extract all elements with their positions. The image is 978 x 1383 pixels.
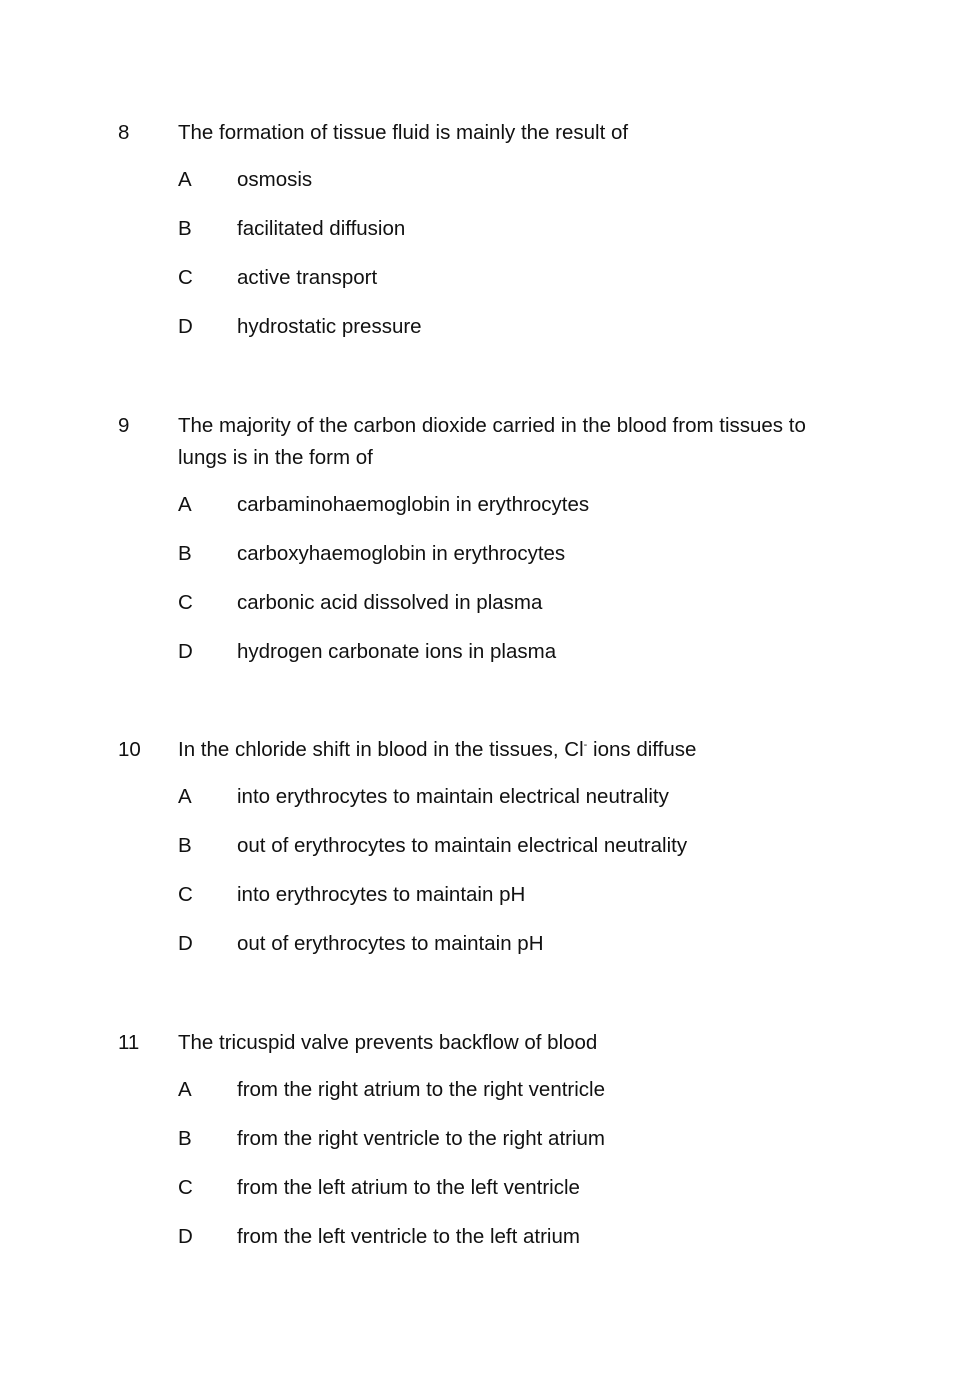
option-c xyxy=(178,881,858,930)
option-d xyxy=(178,930,858,979)
option-b xyxy=(178,215,858,264)
option-a xyxy=(178,166,858,215)
option-letter: C xyxy=(178,266,193,289)
question-10 xyxy=(118,734,858,979)
option-a xyxy=(178,491,858,540)
option-letter: D xyxy=(178,315,193,338)
option-letter: A xyxy=(178,785,192,808)
option-d xyxy=(178,638,858,687)
option-text: into erythrocytes to maintain electrical neutrality xyxy=(237,785,669,808)
option-letter: A xyxy=(178,168,192,191)
option-text: out of erythrocytes to maintain electrical neutrality xyxy=(237,834,688,857)
option-b xyxy=(178,1125,858,1174)
question-number: 9 xyxy=(118,414,130,437)
option-letter: D xyxy=(178,640,193,663)
option-list xyxy=(178,166,858,362)
option-list xyxy=(178,783,858,979)
option-text: carbaminohaemoglobin in erythrocytes xyxy=(237,493,590,516)
option-b xyxy=(178,832,858,881)
option-c xyxy=(178,1174,858,1223)
question-text-before: In the chloride shift in blood in the tissues, Cl xyxy=(178,738,584,761)
question-number: 10 xyxy=(118,738,141,761)
question-text: The formation of tissue fluid is mainly the result of xyxy=(178,121,629,144)
option-letter: B xyxy=(178,1127,192,1150)
option-text: facilitated diffusion xyxy=(237,217,406,240)
question-number: 8 xyxy=(118,121,130,144)
option-text: hydrostatic pressure xyxy=(237,315,422,338)
question-9 xyxy=(118,410,858,687)
option-text: from the right atrium to the right ventricle xyxy=(237,1078,606,1101)
option-a xyxy=(178,783,858,832)
question-stem xyxy=(118,410,858,474)
question-11 xyxy=(118,1027,858,1272)
question-text: The majority of the carbon dioxide carried in the blood from tissues to lungs is in the form of xyxy=(178,414,806,469)
option-text: out of erythrocytes to maintain pH xyxy=(237,932,544,955)
option-letter: C xyxy=(178,883,193,906)
question-8 xyxy=(118,117,858,362)
option-letter: C xyxy=(178,591,193,614)
question-stem xyxy=(118,1027,858,1059)
option-text: from the right ventricle to the right atrium xyxy=(237,1127,606,1150)
option-letter: B xyxy=(178,217,192,240)
option-text: from the left atrium to the left ventricle xyxy=(237,1176,580,1199)
question-text xyxy=(178,734,858,766)
option-text: carboxyhaemoglobin in erythrocytes xyxy=(237,542,566,565)
option-letter: D xyxy=(178,1225,193,1248)
question-text-after: ions diffuse xyxy=(587,738,697,761)
option-c xyxy=(178,264,858,313)
option-text: from the left ventricle to the left atrium xyxy=(237,1225,580,1248)
option-text: osmosis xyxy=(237,168,313,191)
option-d xyxy=(178,1223,858,1272)
option-letter: B xyxy=(178,542,192,565)
option-text: hydrogen carbonate ions in plasma xyxy=(237,640,557,663)
option-text: active transport xyxy=(237,266,378,289)
option-list xyxy=(178,1076,858,1272)
option-d xyxy=(178,313,858,362)
option-text: carbonic acid dissolved in plasma xyxy=(237,591,543,614)
option-letter: A xyxy=(178,493,192,516)
question-stem xyxy=(118,117,858,149)
charge-superscript: - xyxy=(583,739,588,752)
option-letter: C xyxy=(178,1176,193,1199)
option-b xyxy=(178,540,858,589)
option-text: into erythrocytes to maintain pH xyxy=(237,883,526,906)
question-stem xyxy=(118,734,858,766)
option-letter: B xyxy=(178,834,192,857)
option-letter: A xyxy=(178,1078,192,1101)
option-list xyxy=(178,491,858,687)
option-a xyxy=(178,1076,858,1125)
option-letter: D xyxy=(178,932,193,955)
option-c xyxy=(178,589,858,638)
question-text: The tricuspid valve prevents backflow of blood xyxy=(178,1031,598,1054)
question-number: 11 xyxy=(118,1031,140,1054)
